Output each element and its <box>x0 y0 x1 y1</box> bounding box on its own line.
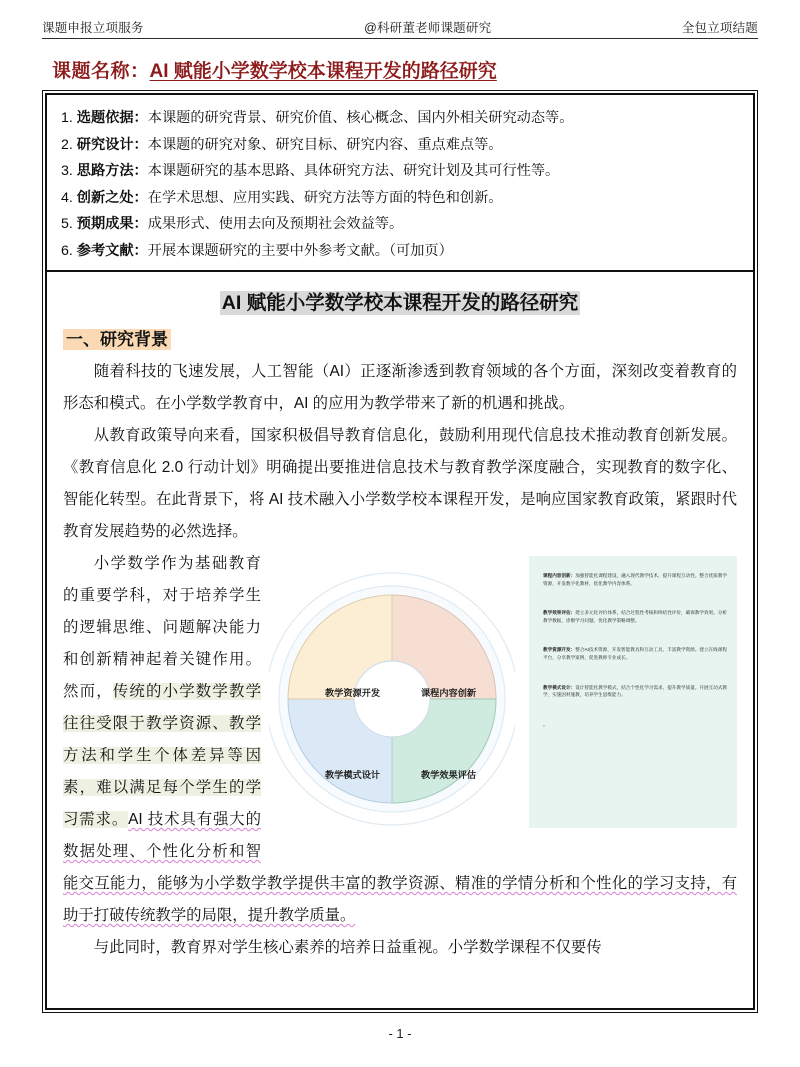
donut-hub-circle <box>354 661 430 737</box>
paragraph-2: 从教育政策导向来看，国家积极倡导教育信息化，鼓励利用现代信息技术推动教育创新发展。《教育信息化 2.0 行动计划》明确提出要推进信息技术与教育教学深度融合，实现教育的数字化、智能化转型。在此背景下，将 AI 技术融入小学数学校本课程开发，是响应国家教育政策，紧跟时代教育发展趋势的必然选择。 <box>63 427 737 540</box>
paragraph-3-plain: 小学数学作为基础教育的重要学科，对于培养学生的逻辑思维、问题解决能力和创新精神起着关键作用。然而， <box>63 555 261 700</box>
title-value: AI 赋能小学数学校本课程开发的路径研究 <box>149 61 497 82</box>
paragraph-3-underlined: AI 技术具有强大的数据处理、个性化分析和智能交互能力，能够为小学数学教学提供丰富的教学资源、精准的学情分析和个性化的学习支持，有助于打破传统教学的局限，提升教学质量。 <box>63 811 737 924</box>
item-text: 本课题的研究对象、研究目标、研究内容、重点难点等。 <box>147 136 503 153</box>
running-header <box>42 18 758 36</box>
figure-donut-diagram <box>269 550 737 850</box>
page-number: - 1 - <box>388 1026 412 1041</box>
item-number: 3. <box>61 163 73 179</box>
item-key: 研究设计： <box>76 136 148 153</box>
list-item <box>61 185 739 212</box>
document-heading <box>63 288 737 318</box>
item-key: 选题依据： <box>76 110 148 126</box>
item-number: 2. <box>61 136 73 153</box>
item-key: 参考文献： <box>76 242 148 259</box>
header-left-text: 课题申报立项服务 <box>42 21 144 35</box>
annotation-title: 教学资源开发： <box>543 647 576 653</box>
header-divider <box>42 38 758 39</box>
annotation-title: 教学效果评估： <box>543 610 576 616</box>
annotation-trailing-mark: 。 <box>543 721 549 728</box>
donut-chart-svg <box>269 554 515 844</box>
item-text: 在学术思想、应用实践、研究方法等方面的特色和创新。 <box>147 189 503 206</box>
annotation-item <box>543 646 727 661</box>
item-text: 成果形式、使用去向及预期社会效益等。 <box>147 216 404 232</box>
content-frame-inner <box>45 93 755 1010</box>
page-title <box>52 56 748 83</box>
annotation-item <box>543 684 727 699</box>
paragraph-3-highlighted: 传统的小学数学教学往往受限于教学资源、教学方法和学生个体差异等因素，难以满足每个学生的学习需求。 <box>63 683 261 828</box>
content-frame <box>42 90 758 1013</box>
list-item <box>61 132 739 159</box>
item-key: 创新之处： <box>76 189 148 206</box>
requirements-list <box>47 95 753 272</box>
header-center-text: @科研董老师课题研究 <box>364 21 492 35</box>
header-right-text: 全包立项结题 <box>681 21 758 35</box>
list-item <box>61 105 739 132</box>
figure-annotation-panel <box>529 556 737 828</box>
list-item <box>61 211 739 238</box>
section-heading-text: 一、研究背景 <box>63 329 171 350</box>
document-heading-text: AI 赋能小学数学校本课程开发的路径研究 <box>221 292 579 314</box>
section-heading <box>63 326 737 354</box>
list-item <box>61 238 739 265</box>
item-text: 本课题的研究背景、研究价值、核心概念、国内外相关研究动态等。 <box>147 110 574 126</box>
annotation-item <box>543 572 727 587</box>
item-number: 5. <box>61 216 73 232</box>
annotation-text: 建立多元化评价体系，结合过程性考核和终结性评价，确保教学效果。分析教学数据，诊断学习问题，优化教学策略调整。 <box>543 610 727 623</box>
donut-label-teaching-effect-evaluation: 教学效果评估 <box>421 770 477 780</box>
item-number: 6. <box>61 242 73 259</box>
document-body <box>47 272 753 964</box>
donut-label-course-content-innovation: 课程内容创新 <box>421 688 477 698</box>
annotation-text: 设计智能化教学模式，结合个性化学习需求，提升教学质量。开展互动式教学，实施因材施教，培养学生思维能力。 <box>543 684 727 698</box>
annotation-item <box>543 609 727 624</box>
annotation-title: 教学模式设计： <box>543 684 576 690</box>
item-number: 1. <box>61 110 73 126</box>
paragraph-1: 随着科技的飞速发展，人工智能（AI）正逐渐渗透到教育领域的各个方面，深刻改变着教育的形态和模式。在小学数学教育中，AI 的应用为教学带来了新的机遇和挑战。 <box>63 363 737 412</box>
donut-chart <box>269 554 515 844</box>
paragraph-4: 与此同时，教育界对学生核心素养的培养日益重视。小学数学课程不仅要传 <box>93 939 602 956</box>
annotation-title: 课程内容创新： <box>543 573 576 578</box>
item-key: 思路方法： <box>76 163 148 179</box>
list-item <box>61 158 739 185</box>
item-key: 预期成果： <box>76 216 148 232</box>
title-label: 课题名称： <box>52 61 150 82</box>
item-number: 4. <box>61 189 73 206</box>
item-text: 开展本课题研究的主要中外参考文献。（可加页） <box>147 242 453 259</box>
annotation-text: 加强智能化课程建设，融入现代教学技术，提升课程互动性。整合优质教学资源，开发数字化教材，优化教学内容体系。 <box>543 573 727 586</box>
donut-label-teaching-resource-development: 教学资源开发 <box>325 688 381 698</box>
item-text: 本课题研究的基本思路、具体研究方法、研究计划及其可行性等。 <box>147 163 560 179</box>
donut-label-teaching-mode-design: 教学模式设计 <box>325 770 381 780</box>
annotation-text: 整合AI技术资源，开发智能教具和互动工具，丰富教学资源。建立在线课程平台，分享教学案例，促进教师专业成长。 <box>543 647 727 660</box>
